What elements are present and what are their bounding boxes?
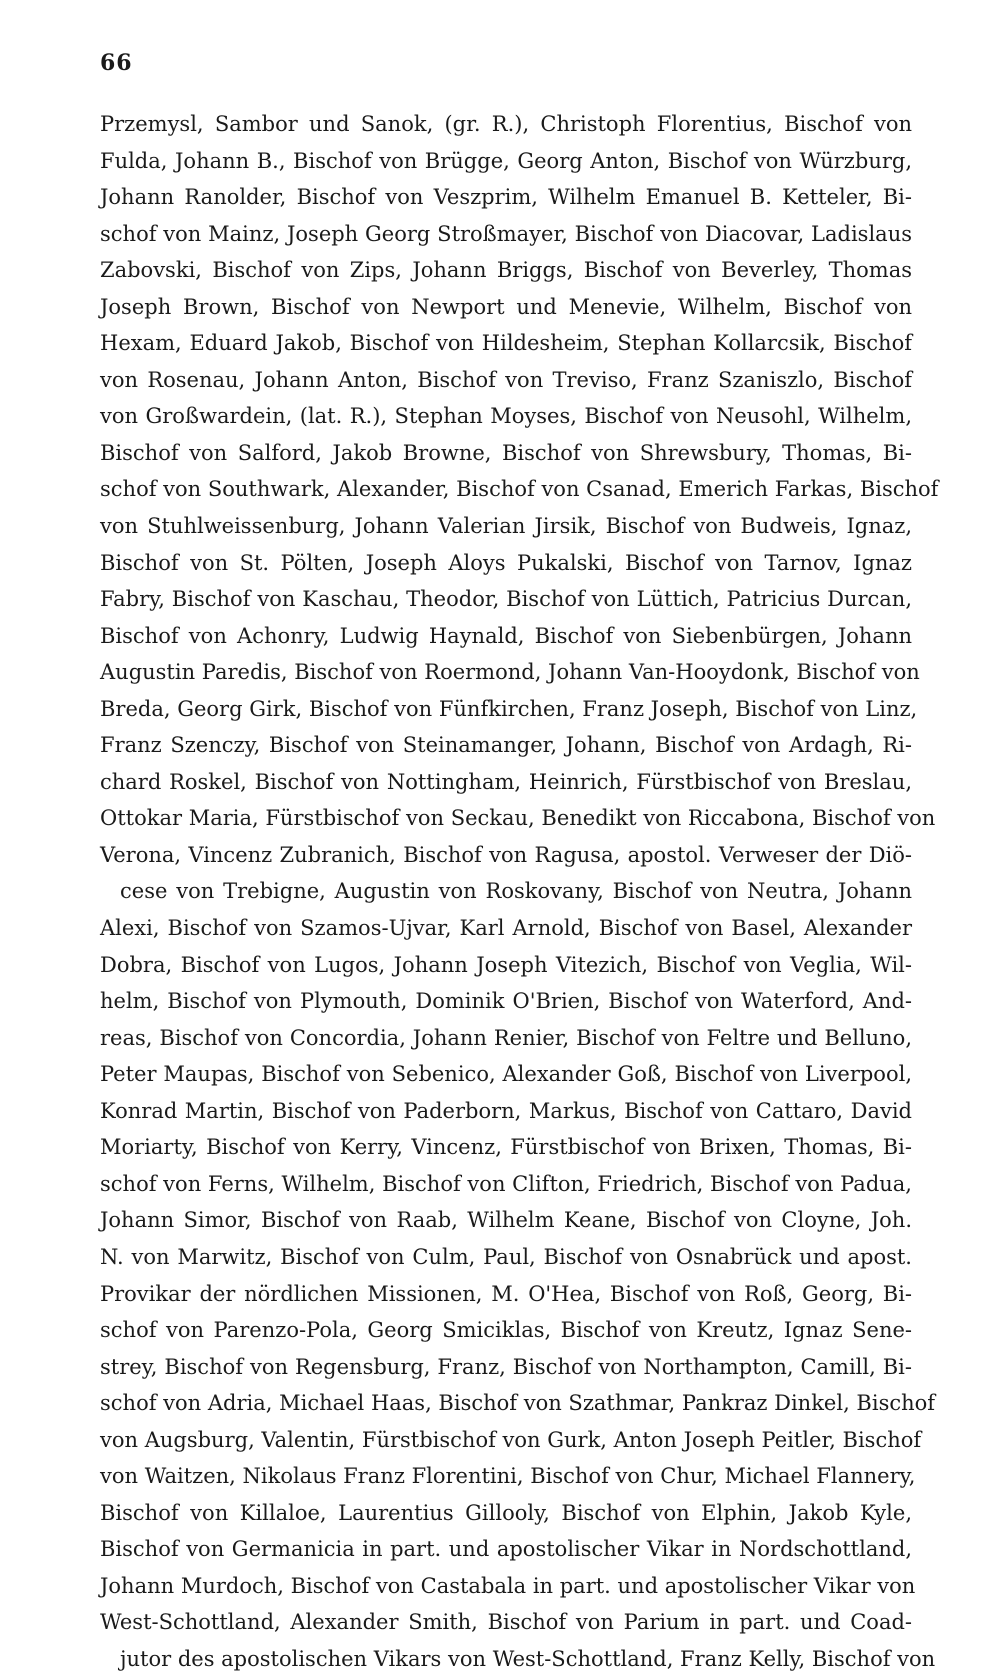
text-line: helm, Bischof von Plymouth, Dominik O'Brien, Bischof von Waterford, And-	[100, 989, 912, 1014]
text-line: West-Schottland, Alexander Smith, Bischof von Parium in part. und Coad-	[100, 1610, 912, 1635]
text-line: von Stuhlweissenburg, Johann Valerian Jirsik, Bischof von Budweis, Ignaz,	[100, 514, 912, 539]
text-line: Franz Szenczy, Bischof von Steinamanger, Johann, Bischof von Ardagh, Ri-	[100, 733, 912, 758]
text-line: Moriarty, Bischof von Kerry, Vincenz, Fürstbischof von Brixen, Thomas, Bi-	[100, 1135, 912, 1160]
text-line: Bischof von Germanicia in part. und apostolischer Vikar in Nordschottland,	[100, 1537, 912, 1562]
body-text	[100, 106, 939, 1678]
text-line: Przemysl, Sambor und Sanok, (gr. R.), Christoph Florentius, Bischof von	[100, 112, 912, 136]
text-line: chard Roskel, Bischof von Nottingham, Heinrich, Fürstbischof von Breslau,	[100, 769, 912, 794]
text-line: Breda, Georg Girk, Bischof von Fünfkirchen, Franz Joseph, Bischof von Linz,	[100, 696, 918, 721]
text-line: von Rosenau, Johann Anton, Bischof von Treviso, Franz Szaniszlo, Bischof	[100, 367, 912, 392]
text-line: Bischof von Achonry, Ludwig Haynald, Bischof von Siebenbürgen, Johann	[100, 623, 912, 648]
text-line: Konrad Martin, Bischof von Paderborn, Markus, Bischof von Cattaro, David	[100, 1098, 912, 1123]
text-line: Bischof von Salford, Jakob Browne, Bischof von Shrewsbury, Thomas, Bi-	[100, 440, 912, 465]
text-line: Zabovski, Bischof von Zips, Johann Briggs, Bischof von Beverley, Thomas	[100, 258, 912, 283]
text-line: cese von Trebigne, Augustin von Roskovany, Bischof von Neutra, Johann	[120, 879, 912, 904]
page-number: 66	[100, 50, 133, 76]
text-line: jutor des apostolischen Vikars von West-Schottland, Franz Kelly, Bischof von	[120, 1646, 936, 1671]
text-line: Augustin Paredis, Bischof von Roermond, Johann Van-Hooydonk, Bischof von	[100, 660, 920, 685]
text-line: N. von Marwitz, Bischof von Culm, Paul, Bischof von Osnabrück und apost.	[100, 1244, 912, 1269]
text-line: Johann Ranolder, Bischof von Veszprim, Wilhelm Emanuel B. Ketteler, Bi-	[100, 185, 912, 210]
text-line: Peter Maupas, Bischof von Sebenico, Alexander Goß, Bischof von Liverpool,	[100, 1062, 912, 1087]
text-line: Ottokar Maria, Fürstbischof von Seckau, Benedikt von Riccabona, Bischof von	[100, 806, 936, 831]
text-line: Dobra, Bischof von Lugos, Johann Joseph Vitezich, Bischof von Veglia, Wil-	[100, 952, 912, 977]
text-line: Alexi, Bischof von Szamos-Ujvar, Karl Arnold, Bischof von Basel, Alexander	[100, 916, 912, 941]
text-line: Hexam, Eduard Jakob, Bischof von Hildesheim, Stephan Kollarcsik, Bischof	[100, 331, 912, 356]
text-line: Johann Simor, Bischof von Raab, Wilhelm Keane, Bischof von Cloyne, Joh.	[100, 1208, 912, 1233]
text-line: schof von Ferns, Wilhelm, Bischof von Clifton, Friedrich, Bischof von Padua,	[100, 1171, 912, 1196]
text-line: von Großwardein, (lat. R.), Stephan Moyses, Bischof von Neusohl, Wilhelm,	[100, 404, 912, 429]
text-line: schof von Southwark, Alexander, Bischof von Csanad, Emerich Farkas, Bischof	[100, 477, 939, 502]
text-line: Provikar der nördlichen Missionen, M. O'Hea, Bischof von Roß, Georg, Bi-	[100, 1281, 912, 1306]
text-line: Fulda, Johann B., Bischof von Brügge, Georg Anton, Bischof von Würzburg,	[100, 148, 912, 173]
text-line: Bischof von Killaloe, Laurentius Gillooly, Bischof von Elphin, Jakob Kyle,	[100, 1500, 912, 1525]
text-line: schof von Parenzo-Pola, Georg Smiciklas, Bischof von Kreutz, Ignaz Sene-	[100, 1318, 912, 1343]
text-line: von Augsburg, Valentin, Fürstbischof von Gurk, Anton Joseph Peitler, Bischof	[100, 1427, 922, 1452]
text-line: von Waitzen, Nikolaus Franz Florentini, Bischof von Chur, Michael Flannery,	[100, 1464, 916, 1489]
text-line: Joseph Brown, Bischof von Newport und Menevie, Wilhelm, Bischof von	[100, 294, 912, 319]
text-line: schof von Adria, Michael Haas, Bischof von Szathmar, Pankraz Dinkel, Bischof	[100, 1391, 936, 1416]
text-line: Bischof von St. Pölten, Joseph Aloys Pukalski, Bischof von Tarnov, Ignaz	[100, 550, 912, 575]
text-line: schof von Mainz, Joseph Georg Stroßmayer, Bischof von Diacovar, Ladislaus	[100, 221, 912, 246]
text-line: reas, Bischof von Concordia, Johann Renier, Bischof von Feltre und Belluno,	[100, 1025, 912, 1050]
text-line: strey, Bischof von Regensburg, Franz, Bischof von Northampton, Camill, Bi-	[100, 1354, 912, 1379]
text-line: Verona, Vincenz Zubranich, Bischof von Ragusa, apostol. Verweser der Diö-	[100, 842, 912, 867]
text-line: Johann Murdoch, Bischof von Castabala in part. und apostolischer Vikar von	[100, 1573, 916, 1598]
text-line: Fabry, Bischof von Kaschau, Theodor, Bischof von Lüttich, Patricius Durcan,	[100, 587, 912, 612]
